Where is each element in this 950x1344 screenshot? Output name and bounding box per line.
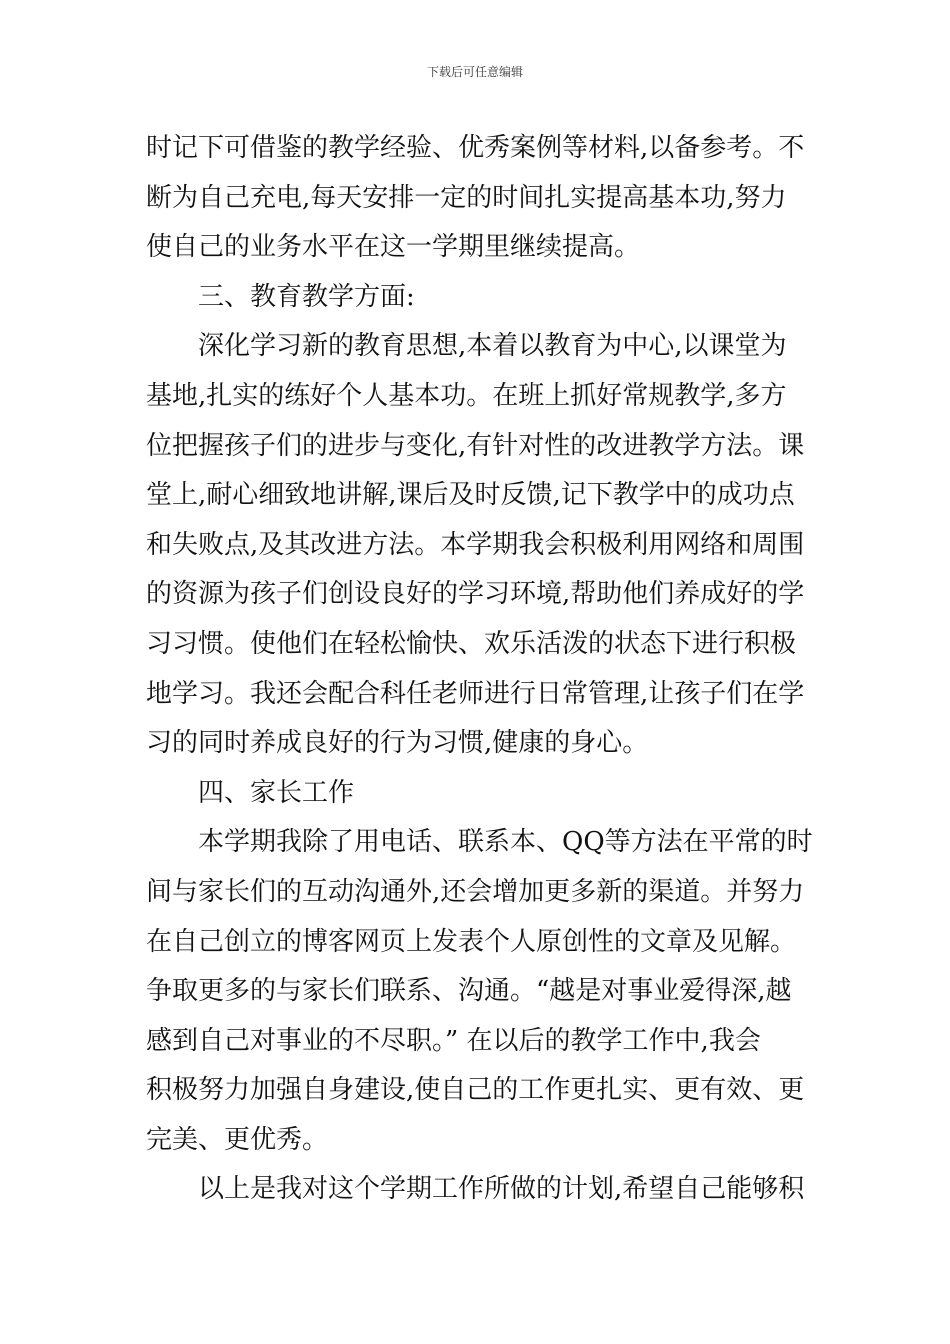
body-line: 基地,扎实的练好个人基本功。在班上抓好常规教学,多方 xyxy=(146,380,787,411)
section-heading: 三、教育教学方面: xyxy=(198,281,415,312)
body-line: 以上是我对这个学期工作所做的计划,希望自己能够积 xyxy=(198,1174,805,1205)
document-body xyxy=(146,124,813,1215)
body-line: 积极努力加强自身建设,使自己的工作更扎实、更有效、更 xyxy=(146,1075,805,1106)
body-line: 深化学习新的教育思想,本着以教育为中心,以课堂为 xyxy=(198,331,787,362)
body-line: 位把握孩子们的进步与变化,有针对性的改进教学方法。课 xyxy=(146,430,805,461)
body-line: 地学习。我还会配合科任老师进行日常管理,让孩子们在学 xyxy=(146,678,805,709)
body-line: 使自己的业务水平在这一学期里继续提高。 xyxy=(146,232,641,263)
body-line: 完美、更优秀。 xyxy=(146,1124,329,1155)
body-line: 间与家长们的互动沟通外,还会增加更多新的渠道。并努力 xyxy=(146,876,805,907)
body-line: 感到自己对事业的不尽职。” 在以后的教学工作中,我会 xyxy=(146,1025,761,1056)
body-line: 的资源为孩子们创设良好的学习环境,帮助他们养成好的学 xyxy=(146,579,805,610)
body-line: 堂上,耐心细致地讲解,课后及时反馈,记下教学中的成功点 xyxy=(146,480,795,511)
body-line: 断为自己充电,每天安排一定的时间扎实提高基本功,努力 xyxy=(146,182,787,213)
body-line: 在自己创立的博客网页上发表个人原创性的文章及见解。 xyxy=(146,926,797,957)
body-line: 习习惯。使他们在轻松愉快、欢乐活泼的状态下进行积极 xyxy=(146,628,797,659)
page-header: 下载后可任意编辑 xyxy=(426,65,523,79)
body-line: 习的同时养成良好的行为习惯,健康的身心。 xyxy=(146,728,649,759)
section-heading: 四、家长工作 xyxy=(198,777,355,808)
body-line: 争取更多的与家长们联系、沟通。“越是对事业爱得深,越 xyxy=(146,976,792,1007)
body-line: 时记下可借鉴的教学经验、优秀案例等材料,以备参考。不 xyxy=(146,133,805,163)
body-line: 和失败点,及其改进方法。本学期我会积极利用网络和周围 xyxy=(146,529,805,560)
body-line: 本学期我除了用电话、联系本、QQ等方法在平常的时 xyxy=(198,827,813,858)
